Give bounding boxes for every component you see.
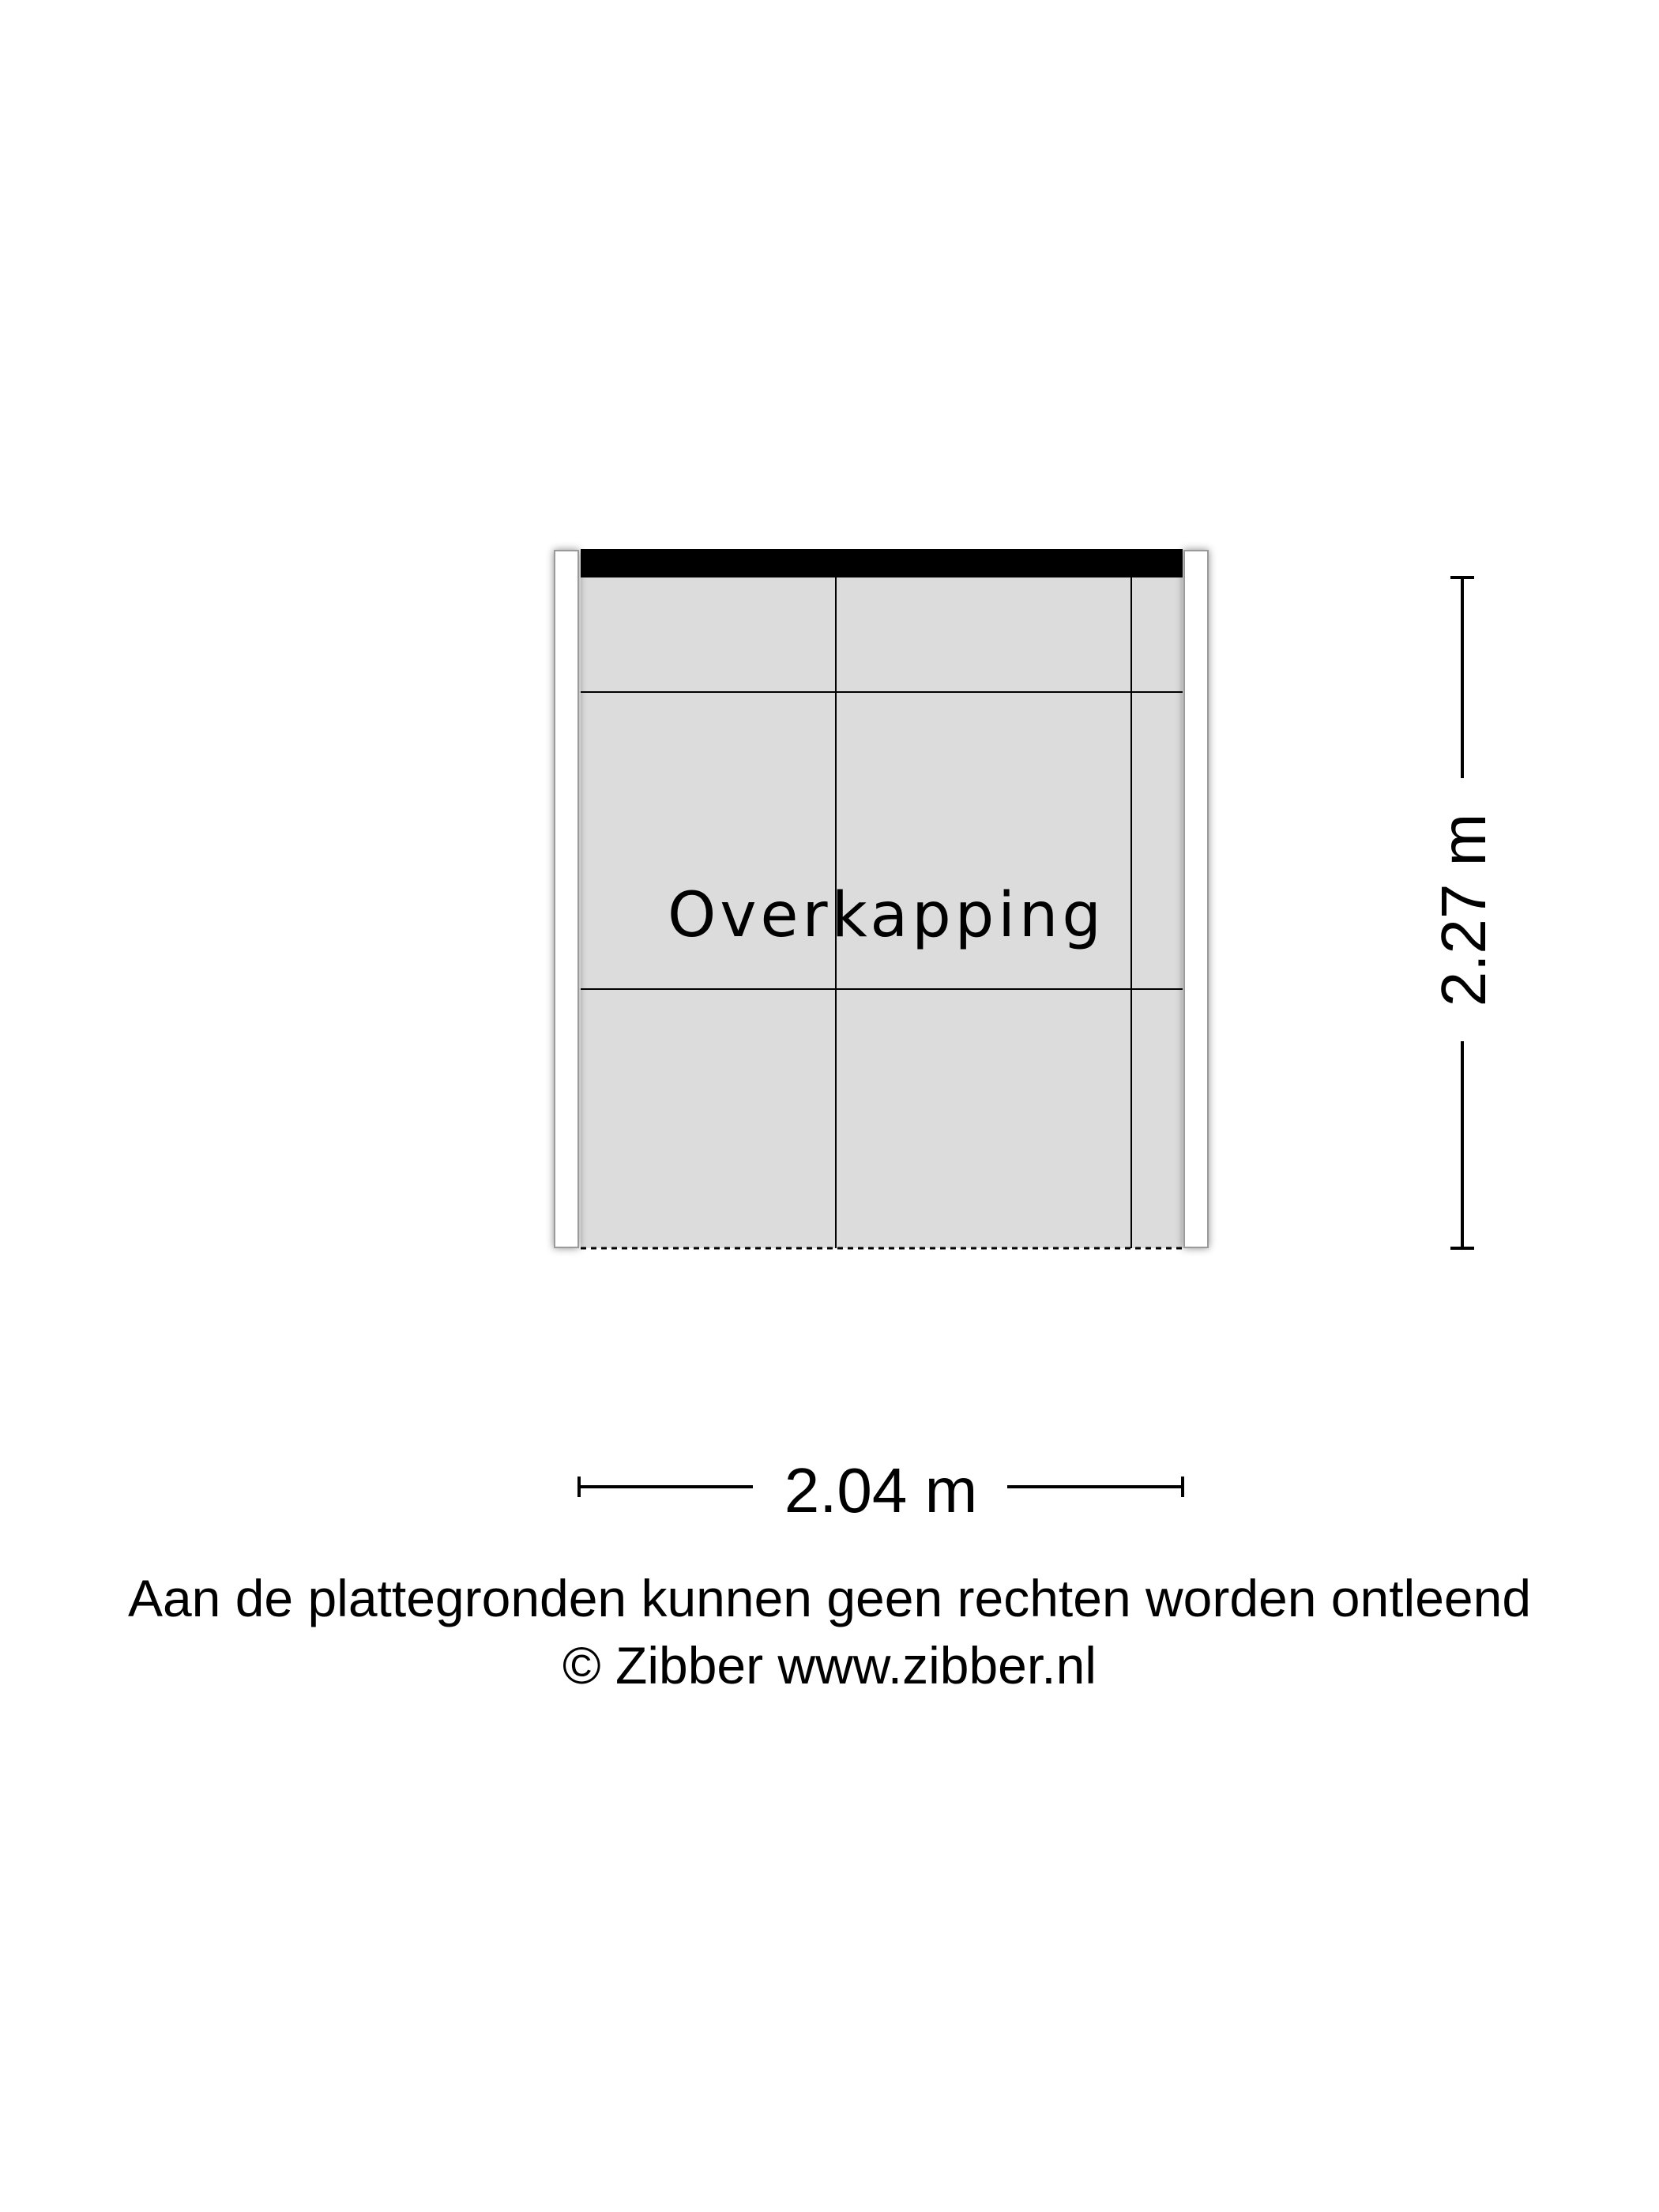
- width-dimension-label: 2.04 m: [784, 1455, 978, 1525]
- height-dimension-label: 2.27 m: [1428, 813, 1499, 1007]
- disclaimer-text: Aan de plattegronden kunnen geen rechten worden ontleend: [127, 1569, 1532, 1627]
- room-label: Overkapping: [668, 880, 1105, 951]
- top-wall: [581, 549, 1183, 577]
- right-wall: [1184, 551, 1208, 1247]
- copyright-text: © Zibber www.zibber.nl: [562, 1636, 1097, 1695]
- left-wall: [555, 551, 578, 1247]
